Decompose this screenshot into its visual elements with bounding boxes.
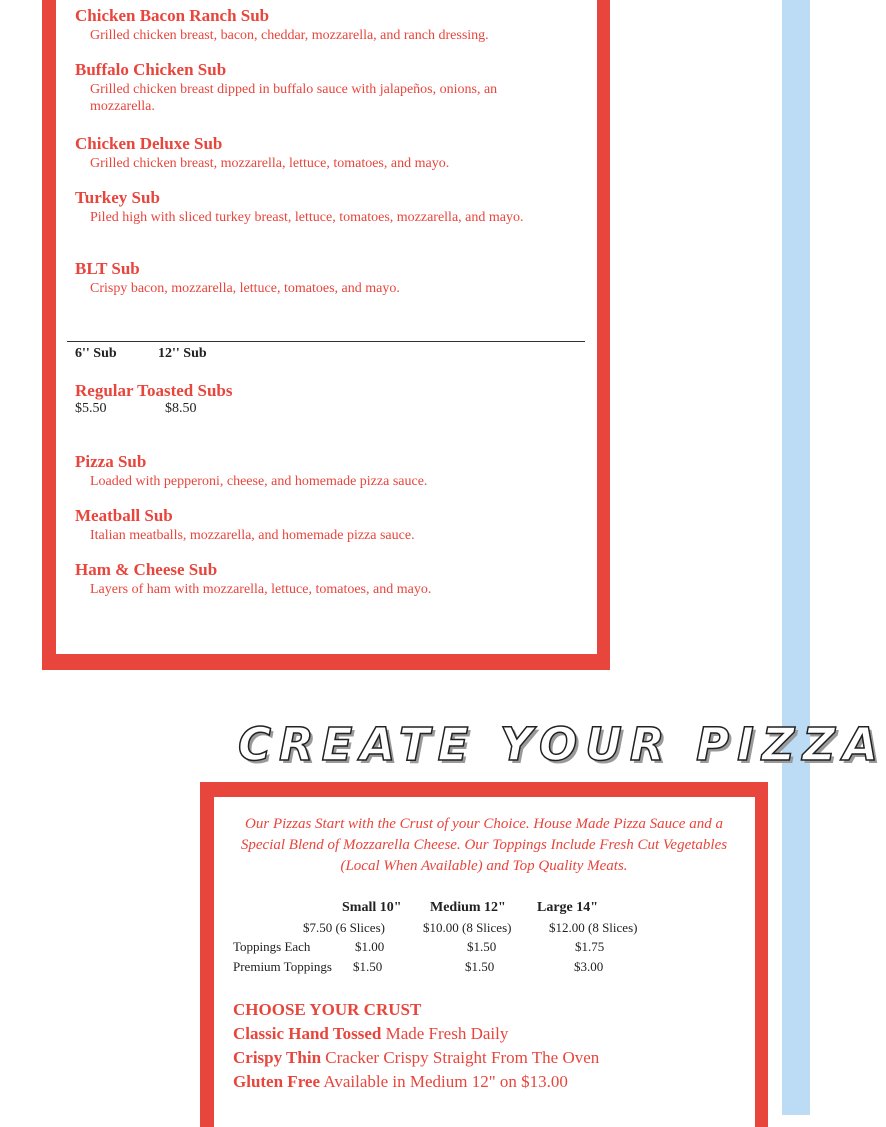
premium-price-small: $1.50	[353, 959, 383, 974]
crust-name: Gluten Free	[233, 1072, 321, 1091]
item-name: Turkey Sub	[75, 188, 160, 207]
size-header-large: Large 14"	[537, 900, 599, 915]
crust-description: Available in Medium 12" on $13.00	[323, 1072, 568, 1091]
price-small: $5.50	[75, 401, 107, 416]
premium-price-large: $3.00	[574, 959, 604, 974]
size-header-large: 12'' Sub	[158, 346, 207, 361]
item-description: Loaded with pepperoni, cheese, and homemade pizza sauce.	[90, 474, 428, 489]
menu-item	[75, 6, 535, 44]
crust-name: Classic Hand Tossed	[233, 1024, 382, 1043]
create-your-pizza-title: CREATE YOUR PIZZA	[238, 718, 886, 771]
crust-option	[233, 1048, 599, 1068]
toppings-price-medium: $1.50	[467, 939, 497, 954]
item-description: Grilled chicken breast, bacon, cheddar, mozzarella, and ranch dressing.	[90, 28, 489, 43]
item-name: Pizza Sub	[75, 452, 147, 471]
base-price-small: $7.50 (6 Slices)	[303, 920, 385, 935]
item-name: Regular Toasted Subs	[75, 381, 233, 400]
size-header-medium: Medium 12"	[430, 900, 506, 915]
base-price-large: $12.00 (8 Slices)	[549, 920, 638, 935]
item-name: Buffalo Chicken Sub	[75, 60, 227, 79]
item-description: Layers of ham with mozzarella, lettuce, tomatoes, and mayo.	[90, 582, 432, 597]
item-description: Crispy bacon, mozzarella, lettuce, tomatoes, and mayo.	[90, 281, 400, 296]
item-name: BLT Sub	[75, 259, 140, 278]
crust-option	[233, 1024, 508, 1044]
price-large: $8.50	[165, 401, 197, 416]
menu-item	[75, 452, 535, 490]
size-header-small: 6'' Sub	[75, 346, 117, 361]
menu-item	[75, 60, 535, 115]
menu-item	[75, 506, 535, 544]
menu-item-regular	[75, 381, 535, 401]
crust-description: Cracker Crispy Straight From The Oven	[325, 1048, 600, 1067]
premium-price-medium: $1.50	[465, 959, 495, 974]
item-name: Chicken Bacon Ranch Sub	[75, 6, 270, 25]
right-sidebar	[782, 0, 810, 1115]
menu-item	[75, 259, 535, 297]
item-name: Meatball Sub	[75, 506, 173, 525]
crust-heading: CHOOSE YOUR CRUST	[233, 1000, 422, 1019]
menu-item	[75, 560, 535, 598]
item-name: Ham & Cheese Sub	[75, 560, 218, 579]
pizza-intro-text: Our Pizzas Start with the Crust of your Choice. House Made Pizza Sauce and a Special Blend of Mozzarella Cheese. Our Toppings Include Fresh Cut Vegetables (Local When Available) and Top Quality Meats.	[240, 816, 728, 874]
premium-label: Premium Toppings	[233, 959, 332, 974]
toppings-label: Toppings Each	[233, 939, 311, 954]
size-header-small: Small 10"	[342, 900, 402, 915]
menu-item	[75, 188, 535, 226]
item-description: Piled high with sliced turkey breast, lettuce, tomatoes, mozzarella, and mayo.	[90, 210, 524, 225]
crust-name: Crispy Thin	[233, 1048, 322, 1067]
toppings-price-small: $1.00	[355, 939, 385, 954]
menu-item	[75, 134, 535, 172]
base-price-medium: $10.00 (8 Slices)	[423, 920, 512, 935]
section-divider	[67, 341, 585, 342]
crust-description: Made Fresh Daily	[385, 1024, 509, 1043]
item-description: Italian meatballs, mozzarella, and homemade pizza sauce.	[90, 528, 415, 543]
toppings-price-large: $1.75	[575, 939, 605, 954]
item-description: Grilled chicken breast dipped in buffalo sauce with jalapeños, onions, an mozzarella.	[90, 82, 498, 114]
item-name: Chicken Deluxe Sub	[75, 134, 223, 153]
item-description: Grilled chicken breast, mozzarella, lettuce, tomatoes, and mayo.	[90, 156, 450, 171]
crust-option	[233, 1072, 568, 1092]
